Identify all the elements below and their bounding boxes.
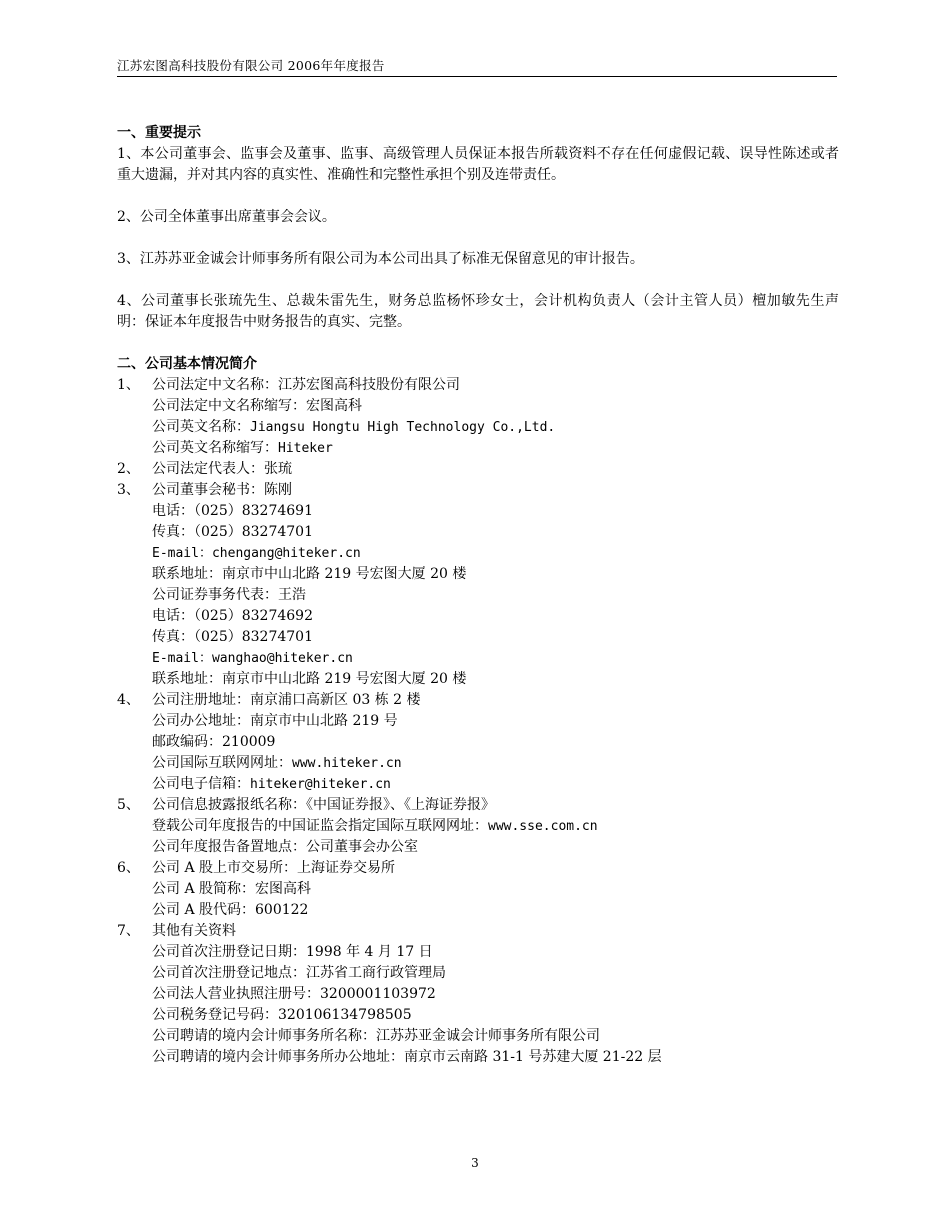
item-4-reg-address: 4、 公司注册地址：南京浦口高新区 03 栋 2 楼 — [117, 690, 839, 711]
header-rule — [117, 76, 837, 77]
notice-paragraph-3: 3、江苏苏亚金诚会计师事务所有限公司为本公司出具了标准无保留意见的审计报告。 — [117, 251, 644, 267]
auditor-name: 公司聘请的境内会计师事务所名称：江苏苏亚金诚会计师事务所有限公司 — [152, 1028, 600, 1044]
postcode: 邮政编码：210009 — [152, 734, 276, 750]
item-5-newspapers: 5、 公司信息披露报纸名称：《中国证券报》、《上海证券报》 — [117, 795, 839, 816]
rep-address: 联系地址：南京市中山北路 219 号宏图大厦 20 楼 — [152, 671, 467, 687]
document-body — [117, 123, 839, 1068]
item-1-number: 1、 — [117, 377, 140, 393]
item-1-name-cn-abbr: 公司法定中文名称缩写：宏图高科 — [152, 398, 362, 414]
item-6-exchange: 6、 公司 A 股上市交易所：上海证券交易所 — [117, 858, 839, 879]
notice-paragraph-4: 4、公司董事长张琉先生、总裁朱雷先生，财务总监杨怀珍女士，会计机构负责人（会计主管人员）檀加敏先生声明：保证本年度报告中财务报告的真实、完整。 — [117, 293, 839, 330]
item-2-legal-rep: 2、 公司法定代表人：张琉 — [117, 459, 839, 480]
item-3-secretary: 3、 公司董事会秘书：陈刚 — [117, 480, 839, 501]
auditor-address: 公司聘请的境内会计师事务所办公地址：南京市云南路 31-1 号苏建大厦 21-22 层 — [152, 1049, 662, 1065]
item-3-number: 3、 — [117, 482, 140, 498]
secretary-address: 联系地址：南京市中山北路 219 号宏图大厦 20 楼 — [152, 566, 467, 582]
secretary-phone: 电话：（025）83274691 — [152, 503, 313, 519]
csrc-website: 登载公司年度报告的中国证监会指定国际互联网网址：www.sse.com.cn — [152, 818, 598, 834]
tax-registration-number: 公司税务登记号码：320106134798505 — [152, 1007, 412, 1023]
rep-fax: 传真：（025）83274701 — [152, 629, 313, 645]
section-1-heading: 一、重要提示 — [117, 125, 201, 141]
section-2-heading: 二、公司基本情况简介 — [117, 356, 257, 372]
item-4-number: 4、 — [117, 692, 140, 708]
item-6-number: 6、 — [117, 860, 140, 876]
securities-rep: 公司证券事务代表：王浩 — [152, 587, 306, 603]
company-website: 公司国际互联网网址：www.hiteker.cn — [152, 755, 402, 771]
item-5-number: 5、 — [117, 797, 140, 813]
secretary-fax: 传真：（025）83274701 — [152, 524, 313, 540]
stock-short-name: 公司 A 股简称：宏图高科 — [152, 881, 312, 897]
item-2-number: 2、 — [117, 461, 140, 477]
office-address: 公司办公地址：南京市中山北路 219 号 — [152, 713, 398, 729]
rep-phone: 电话：（025）83274692 — [152, 608, 313, 624]
item-1-name-en-abbr: 公司英文名称缩写：Hiteker — [152, 440, 333, 456]
notice-paragraph-2: 2、公司全体董事出席董事会会议。 — [117, 209, 336, 225]
rep-email: E-mail：wanghao@hiteker.cn — [152, 651, 353, 666]
notice-paragraph-1: 1、本公司董事会、监事会及董事、监事、高级管理人员保证本报告所载资料不存在任何虚假记载、误导性陈述或者重大遗漏，并对其内容的真实性、准确性和完整性承担个别及连带责任。 — [117, 146, 839, 183]
business-license-number: 公司法人营业执照注册号：3200001103972 — [152, 986, 436, 1002]
item-7-title: 7、 其他有关资料 — [117, 921, 839, 942]
company-email: 公司电子信箱：hiteker@hiteker.cn — [152, 776, 391, 792]
page-number: 3 — [471, 1156, 479, 1170]
stock-code: 公司 A 股代码：600122 — [152, 902, 309, 918]
first-registration-date: 公司首次注册登记日期：1998 年 4 月 17 日 — [152, 944, 433, 960]
item-1-name-en: 公司英文名称：Jiangsu Hongtu High Technology Co.,Ltd. — [152, 419, 556, 435]
report-header: 江苏宏图高科技股份有限公司 2006年年度报告 — [117, 58, 385, 73]
item-7-number: 7、 — [117, 923, 140, 939]
report-location: 公司年度报告备置地点：公司董事会办公室 — [152, 839, 418, 855]
secretary-email: E-mail：chengang@hiteker.cn — [152, 546, 361, 561]
first-registration-place: 公司首次注册登记地点：江苏省工商行政管理局 — [152, 965, 446, 981]
item-1-name-cn: 1、 公司法定中文名称：江苏宏图高科技股份有限公司 — [117, 375, 839, 396]
